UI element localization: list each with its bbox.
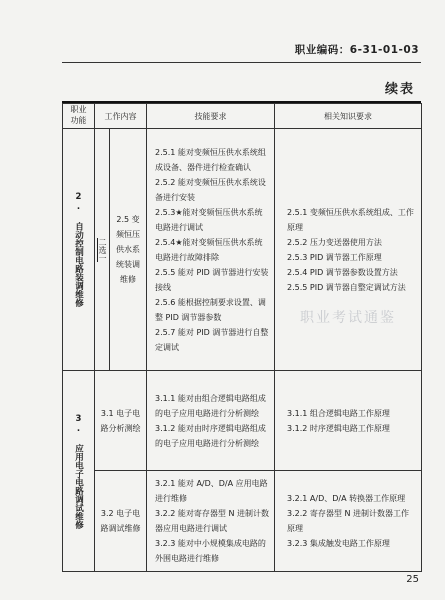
header-content: 工作内容 — [95, 104, 147, 129]
standards-table — [62, 103, 422, 572]
content-cell — [95, 471, 147, 572]
skill-item: 2.5.2 能对变频恒压供水系统设备进行安装 — [155, 177, 266, 202]
continued-label: 续表 — [384, 82, 415, 97]
skill-item: 2.5.6 能根据控制要求设置、调整 PID 调节器参数 — [155, 297, 266, 322]
header-skill: 技能要求 — [147, 104, 275, 129]
knowledge-item: 2.5.2 压力变送器使用方法 — [287, 237, 382, 247]
knowledge-item: 3.2.3 集成触发电路工作原理 — [287, 539, 390, 548]
knowledge-cell — [275, 371, 422, 471]
knowledge-item: 2.5.5 PID 调节器自整定调试方法 — [287, 282, 406, 292]
knowledge-item: 3.1.2 时序逻辑电路工作原理 — [287, 423, 390, 433]
skill-item: 3.2.1 能对 A/D、D/A 应用电路进行维修 — [155, 479, 268, 503]
skill-item: 2.5.3★能对变频恒压供水系统电路进行调试 — [155, 207, 263, 232]
skill-item: 2.5.5 能对 PID 调节器进行安装接线 — [155, 267, 269, 292]
skill-item: 3.2.3 能对中小规模集成电路的外围电路进行维修 — [155, 539, 266, 563]
function-label: 2. 自动控制电路装调维修 — [73, 192, 84, 307]
skill-cell — [147, 471, 275, 572]
top-rule — [62, 62, 421, 63]
function-label: 3. 应用电子电路调试维修 — [73, 413, 84, 529]
table-row — [63, 471, 422, 572]
content-label: 2.5 变频恒压供水系统装调维修 — [116, 215, 140, 284]
table-row — [63, 129, 422, 371]
skill-item: 2.5.1 能对变频恒压供水系统组成设备、器件进行检查确认 — [155, 147, 266, 172]
skill-item: 3.2.2 能对寄存器型 N 进制计数器应用电路进行调试 — [155, 509, 269, 533]
option-cell — [95, 129, 110, 371]
content-label: 3.2 电子电路调试维修 — [100, 509, 141, 533]
skill-item: 2.5.4★能对变频恒压供水系统电路进行故障排除 — [155, 237, 263, 262]
header-knowledge: 相关知识要求 — [275, 104, 422, 129]
skill-cell — [147, 129, 275, 371]
function-cell — [63, 129, 95, 371]
knowledge-item: 3.2.2 寄存器型 N 进制计数器工作原理 — [287, 509, 409, 533]
header-function: 职业功能 — [63, 104, 95, 129]
knowledge-item: 2.5.3 PID 调节器工作原理 — [287, 252, 382, 262]
knowledge-item: 3.1.1 组合逻辑电路工作原理 — [287, 408, 390, 418]
knowledge-item: 3.2.1 A/D、D/A 转换器工作原理 — [287, 494, 406, 503]
skill-item: 2.5.7 能对 PID 调节器进行自整定调试 — [155, 327, 269, 352]
watermark: 职业考试通鉴 — [300, 310, 396, 326]
skill-cell — [147, 371, 275, 471]
knowledge-cell — [275, 471, 422, 572]
content-cell — [95, 371, 147, 471]
table-header-row — [63, 104, 422, 129]
skill-item: 3.1.1 能对由组合逻辑电路组成的电子应用电路进行分析测绘 — [155, 393, 266, 418]
option-label: 二选一 — [98, 237, 107, 262]
page-number: 25 — [406, 574, 419, 585]
function-cell — [63, 371, 95, 572]
occupation-code: 职业编码：6-31-01-03 — [294, 44, 419, 56]
skill-item: 3.1.2 能对由时序逻辑电路组成的电子应用电路进行分析测绘 — [155, 423, 266, 448]
knowledge-item: 2.5.4 PID 调节器参数设置方法 — [287, 267, 398, 277]
content-label: 3.1 电子电路分析测绘 — [100, 408, 141, 433]
knowledge-item: 2.5.1 变频恒压供水系统组成、工作原理 — [287, 207, 414, 232]
table-row — [63, 371, 422, 471]
content-cell — [110, 129, 147, 371]
knowledge-cell — [275, 129, 422, 371]
